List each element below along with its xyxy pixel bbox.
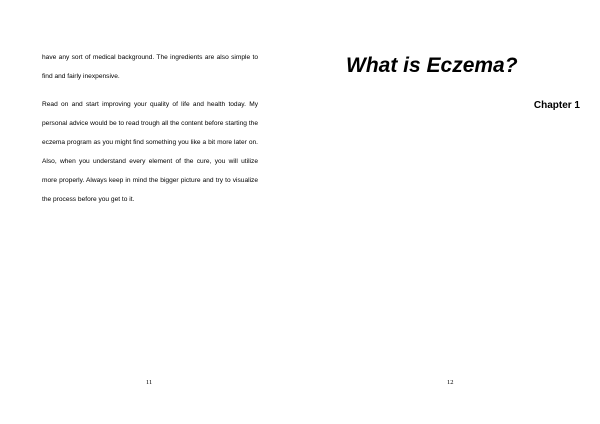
page-number: 11 (146, 379, 153, 386)
page-number: 12 (447, 379, 454, 386)
body-paragraph: have any sort of medical background. The ingredients are also simple to find and fairly inexpensive. (42, 54, 258, 80)
right-page (300, 0, 600, 424)
chapter-title: What is Eczema? (346, 54, 518, 77)
body-paragraph: Read on and start improving your quality of life and health today. My personal advice would be to read trough all the content before starting the eczema program as you might find something you like a bit more later on. Also, when you understand every element of the cure, you will utilize more properly. Always keep in mind the bigger picture and try to visualize the process before you get to it. (42, 101, 258, 203)
chapter-label: Chapter 1 (533, 100, 580, 111)
